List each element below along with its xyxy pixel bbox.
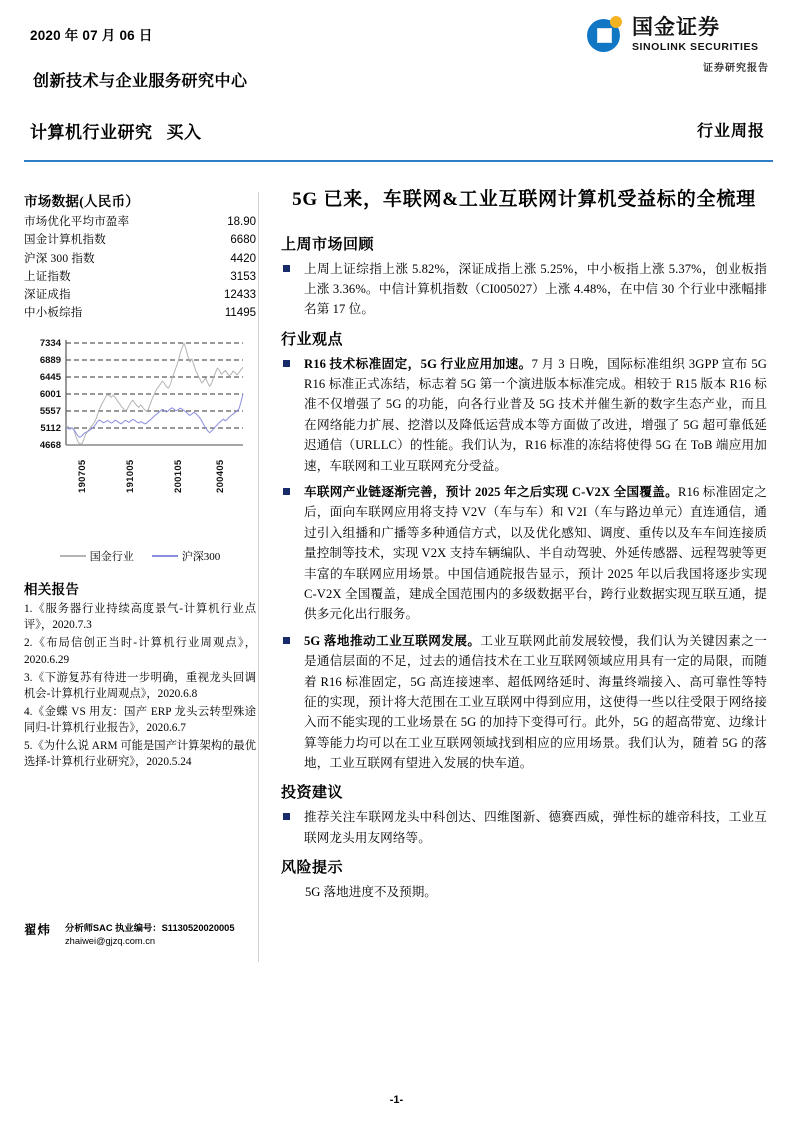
market-data-label: 沪深 300 指数: [24, 252, 95, 265]
bullet-item: [281, 807, 767, 848]
market-data-value: 3153: [230, 270, 256, 283]
header-divider: [24, 160, 773, 162]
legend-swatch: [60, 555, 86, 557]
square-bullet-icon: [283, 637, 290, 644]
bullet-body: [304, 259, 767, 320]
risk-text: 5G 落地进度不及预期。: [305, 885, 437, 900]
section-investment-advice: [281, 781, 767, 848]
svg-text:6889: 6889: [39, 355, 61, 367]
bullet-text-body: 工业互联网此前发展较慢，我们认为关键因素之一是通信层面的不足，过去的通信技术在工业互联网领域应用具有一定的局限，而随着 R16 标准固定，5G 高连接速率、超低网络延时、海量终端接入、高可靠性等特征的实现，预计将大范围在工业互联网中得到应用，这使得一些以往受限于网络接入而不能实现的工业场景在 5G 的加持下变得可行。此外，5G 的超高带宽、边缘计算等能力均可以在工业互联网领域找到相应的应用场景。我们认为，随着 5G 的落地，工业互联网有望进入发展的快车道。: [304, 633, 767, 771]
legend-label: 沪深300: [181, 551, 221, 564]
analyst-info: [24, 920, 256, 949]
analyst-email[interactable]: zhaiwei@gjzq.com.cn: [65, 936, 156, 947]
logo-chinese-name: 国金证券: [632, 16, 720, 40]
bullet-lead: 5G 落地推动工业互联网发展。: [304, 633, 481, 648]
legend-label: 国金行业: [89, 551, 134, 564]
section-heading: 风险提示: [281, 860, 344, 877]
list-item[interactable]: 4.《金蝶 VS 用友：国产 ERP 龙头云转型殊途同归-计算机行业报告》，2020.6.7: [24, 705, 256, 734]
market-data-label: 上证指数: [24, 270, 71, 283]
table-row: [24, 214, 256, 232]
bullet-text-body: 7 月 3 日晚，国际标准组织 3GPP 宣布 5G R16 标准正式冻结，标志着 5G 第一个演进版本标准完成。相较于 R15 版本 R16 标准不仅增强了 5G 的功能，向各行业普及 5G 技术并催生新的数字生态产业，而且在网络能力扩展、挖潜以及降低运营成本等方面做了改进，增强了 5G 超可靠低延迟通信（URLLC）的性能。我们认为，R16 标准的冻结将使得 5G 在 ToB 端应用加速，车联网和工业互联网充分受益。: [304, 356, 767, 473]
square-bullet-icon: [283, 813, 290, 820]
analyst-name: 翟炜: [24, 922, 52, 937]
list-item[interactable]: 5.《为什么说 ARM 可能是国产计算架构的最优选择-计算机行业研究》，2020.5.24: [24, 739, 256, 768]
related-reports: [24, 578, 256, 769]
market-data-value: 18.90: [227, 216, 256, 229]
list-item[interactable]: 1.《服务器行业持续高度景气-计算机行业点评》，2020.7.3: [24, 603, 256, 632]
section-risk-warning: [281, 856, 767, 902]
sinolink-logo-icon: [587, 16, 625, 54]
main-content: [259, 168, 773, 962]
svg-text:4668: 4668: [39, 440, 61, 452]
page-header: [0, 0, 793, 168]
table-row: [24, 250, 256, 268]
legend-item-0: [60, 548, 134, 564]
market-data-value: 12433: [224, 289, 256, 302]
index-performance-chart: [24, 337, 249, 502]
legend-swatch: [152, 555, 178, 557]
bullet-lead: 车联网产业链逐渐完善，预计 2025 年之后实现 C-V2X 全国覆盖。: [304, 485, 679, 500]
market-data-label: 国金计算机指数: [24, 234, 106, 247]
square-bullet-icon: [283, 360, 290, 367]
bullet-body: [304, 807, 767, 848]
industry-research-title: [30, 118, 202, 143]
svg-text:5112: 5112: [40, 423, 61, 435]
report-date: 2020 年 07 月 06 日: [30, 28, 153, 43]
section-heading: 投资建议: [281, 785, 344, 802]
section-market-review: [281, 233, 767, 320]
market-data-value: 4420: [230, 252, 256, 265]
table-row: [24, 232, 256, 250]
market-data-label: 市场优化平均市盈率: [24, 216, 130, 229]
chart-legend: [24, 548, 256, 564]
market-data-label: 中小板综指: [24, 307, 83, 320]
bullet-body: [304, 482, 767, 625]
market-data-value: 11495: [224, 307, 256, 320]
page-title: 5G 已来，车联网&工业互联网计算机受益标的全梳理: [292, 189, 756, 210]
bullet-item: [281, 354, 767, 476]
bullet-body: [304, 631, 767, 774]
chart-x-axis-labels: [24, 445, 249, 501]
list-item[interactable]: 3.《下游复苏有待进一步明确，重视龙头回调机会-计算机行业周观点》，2020.6.8: [24, 671, 256, 700]
section-heading: 行业观点: [281, 331, 344, 348]
market-data-value: 6680: [230, 234, 256, 247]
logo-english-name: SINOLINK SECURITIES: [632, 40, 759, 53]
table-row: [24, 269, 256, 287]
report-type-label: 行业周报: [696, 123, 765, 140]
company-logo: [587, 16, 769, 82]
bullet-text-body: R16 标准固定之后，面向车联网应用将支持 V2V（车与车）和 V2I（车与路边单元）直连通信，通过引入组播和广播等多种通信方式，以及优化感知、调度、重传以及车车间连接质量控制等技术，实现 V2X 支持车辆编队、半自动驾驶、外延传感器、远程驾驶等更丰富的车联网应用场景。中国信通院报告显示，预计 2025 年以后我国将逐步实现 C-V2X 全国覆盖，建成全国范围内的多级数据平台，跨行业数据实现互联互通，提供多元化出行服务。: [304, 485, 768, 622]
svg-text:7334: 7334: [39, 338, 61, 350]
market-data-table: [24, 214, 256, 323]
section-industry-view: [281, 328, 767, 774]
bullet-item: [281, 631, 767, 774]
research-center-name: 创新技术与企业服务研究中心: [33, 73, 248, 90]
chart-x-tick-label: 191005: [124, 459, 136, 494]
chart-plot-area: [24, 337, 249, 457]
svg-text:6445: 6445: [39, 372, 61, 384]
industry-name: 计算机行业研究: [30, 123, 153, 142]
bullet-text-body: 推荐关注车联网龙头中科创达、四维图新、德赛西威，弹性标的雄帝科技，工业互联网龙头用友网络等。: [304, 810, 767, 845]
analyst-sac-number: 分析师SAC 执业编号：S1130520020005: [65, 922, 235, 933]
bullet-lead: R16 技术标准固定，5G 行业应用加速。: [304, 356, 532, 371]
rating-badge: 买入: [166, 123, 202, 142]
page-number: -1-: [389, 1094, 404, 1106]
report-category-label: 证券研究报告: [703, 63, 769, 74]
market-data-label: 深证成指: [24, 289, 71, 302]
sidebar: [24, 168, 256, 962]
table-row: [24, 287, 256, 305]
square-bullet-icon: [283, 265, 290, 272]
related-reports-heading: 相关报告: [24, 582, 80, 598]
legend-item-1: [152, 548, 221, 564]
svg-text:5557: 5557: [39, 406, 61, 418]
square-bullet-icon: [283, 488, 290, 495]
chart-x-tick-label: 190705: [77, 459, 89, 494]
bullet-body: [304, 354, 767, 476]
market-data-heading: 市场数据(人民币）: [24, 194, 140, 209]
list-item[interactable]: 2.《布局信创正当时-计算机行业周观点》，2020.6.29: [24, 637, 256, 666]
bullet-item: [281, 259, 767, 320]
page-body: [0, 168, 793, 962]
chart-x-tick-label: 200405: [215, 459, 227, 494]
svg-text:6001: 6001: [39, 389, 61, 401]
chart-x-tick-label: 200105: [172, 459, 184, 494]
section-heading: 上周市场回顾: [281, 236, 375, 253]
bullet-item: [281, 482, 767, 625]
table-row: [24, 305, 256, 323]
bullet-text-body: 上周上证综指上涨 5.82%，深证成指上涨 5.25%，中小板指上涨 5.37%，创业板指上涨 3.36%。中信计算机指数（CI005027）上涨 4.48%，在中信 30 个行业中涨幅排名第 17 位。: [304, 261, 767, 317]
